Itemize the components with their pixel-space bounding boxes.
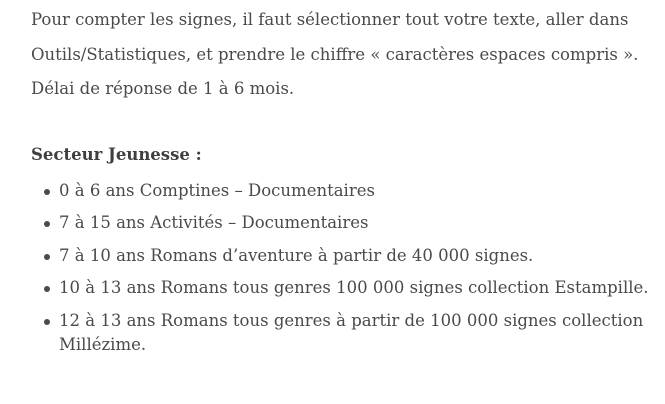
list-item bbox=[31, 244, 649, 269]
bullet-icon bbox=[44, 319, 50, 325]
intro-line-2: Outils/Statistiques, et prendre le chiffre « caractères espaces compris ». bbox=[31, 44, 639, 64]
list-item-text: 10 à 13 ans Romans tous genres 100 000 signes collection Estampille. bbox=[59, 278, 649, 297]
list-item-text: 7 à 10 ans Romans d’aventure à partir de 40 000 signes. bbox=[59, 245, 534, 265]
section-title: Secteur Jeunesse : bbox=[31, 144, 202, 164]
intro-line-3: Délai de réponse de 1 à 6 mois. bbox=[31, 79, 295, 98]
list-item bbox=[31, 179, 649, 204]
bullet-icon bbox=[44, 189, 50, 195]
bullet-icon bbox=[44, 254, 50, 260]
list-item-text: 12 à 13 ans Romans tous genres à partir de 100 000 signes collection Millézime. bbox=[59, 310, 644, 354]
bullet-icon bbox=[44, 286, 50, 292]
list-item-text: 7 à 15 ans Activités – Documentaires bbox=[59, 213, 369, 232]
list-item bbox=[31, 309, 649, 358]
intro-paragraph bbox=[31, 3, 651, 107]
list-item bbox=[31, 276, 649, 301]
list-item-text: 0 à 6 ans Comptines – Documentaires bbox=[59, 180, 375, 200]
list-item bbox=[31, 211, 649, 236]
intro-line-1: Pour compter les signes, il faut sélectionner tout votre texte, aller dans bbox=[31, 10, 629, 29]
bullet-icon bbox=[44, 221, 50, 227]
sector-list bbox=[31, 179, 651, 358]
